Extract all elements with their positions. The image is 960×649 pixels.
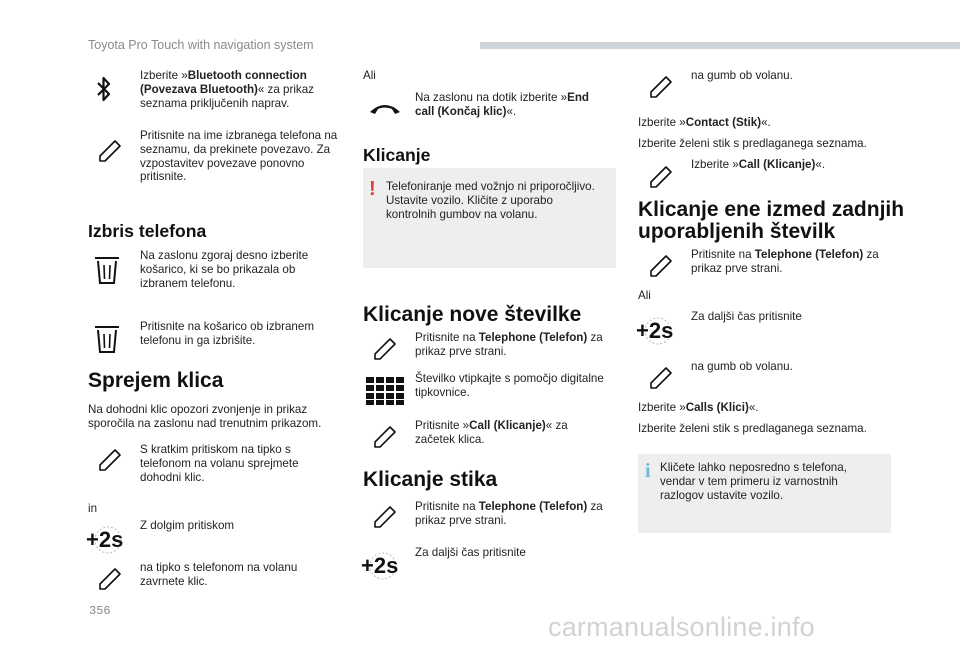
pen-icon	[97, 566, 123, 592]
col2-ali: Ali	[363, 69, 376, 82]
col3-long-press: Za daljši čas pritisnite	[691, 310, 802, 323]
info-box	[638, 454, 891, 533]
col3-call: Izberite »Call (Klicanje)«.	[691, 158, 826, 171]
col3-wheel-button-1: na gumb ob volanu.	[691, 69, 793, 82]
header-title: Toyota Pro Touch with navigation system	[88, 38, 314, 52]
col3-choose-contact-2: Izberite želeni stik s predlaganega seznama.	[638, 422, 867, 435]
col2-long-press: Za daljši čas pritisnite	[415, 546, 526, 559]
pen-icon	[648, 74, 674, 100]
col3-choose-contact-1: Izberite želeni stik s predlaganega seznama.	[638, 137, 867, 150]
pen-icon	[648, 164, 674, 190]
col1-accept-text: S kratkim pritiskom na tipko s telefonom na volanu sprejmete dohodni klic.	[140, 443, 299, 484]
bluetooth-icon	[96, 74, 112, 104]
col1-incoming-text: Na dohodni klic opozori zvonjenje in prikaz sporočila na zaslonu nad trenutnim prikazom.	[88, 403, 322, 430]
pen-icon	[372, 336, 398, 362]
info-text: Kličete lahko neposredno s telefona, vendar v tem primeru iz varnostnih razlogov ustavite vozilo.	[660, 461, 847, 502]
heading-call-contact: Klicanje stika	[363, 468, 498, 491]
page-number: 356	[89, 604, 111, 618]
heading-recent-numbers: Klicanje ene izmed zadnjih uporabljenih številk	[638, 198, 905, 243]
pen-icon	[648, 253, 674, 279]
heading-delete-phone: Izbris telefona	[88, 221, 207, 241]
warning-icon: !	[369, 178, 376, 200]
info-icon: i	[645, 460, 651, 482]
header-bar	[480, 42, 960, 49]
col1-select-bluetooth: Izberite »Bluetooth connection (Povezava Bluetooth)« za prikaz seznama priključenih naprav.	[140, 69, 314, 110]
col1-long-press: Z dolgim pritiskom	[140, 519, 235, 532]
col1-in-text: in	[88, 502, 98, 515]
col3-telephone: Pritisnite na Telephone (Telefon) za prikaz prve strani.	[691, 248, 879, 275]
col3-wheel-button-2: na gumb ob volanu.	[691, 360, 793, 373]
keypad-icon	[366, 377, 404, 405]
pen-icon	[648, 365, 674, 391]
col3-contact: Izberite »Contact (Stik)«.	[638, 116, 771, 129]
col2-telephone-1: Pritisnite na Telephone (Telefon) za prikaz prve strani.	[415, 331, 603, 358]
two-seconds-icon: +2s	[361, 553, 399, 578]
col2-telephone-2: Pritisnite na Telephone (Telefon) za prikaz prve strani.	[415, 500, 603, 527]
trash-icon	[94, 255, 120, 285]
two-seconds-icon: +2s	[636, 318, 674, 343]
pen-icon	[97, 138, 123, 164]
col2-keypad-text: Številko vtipkajte s pomočjo digitalne tipkovnice.	[415, 372, 604, 399]
hang-up-icon	[368, 100, 402, 116]
heading-receive-call: Sprejem klica	[88, 369, 224, 392]
col2-end-call: Na zaslonu na dotik izberite »End call (Končaj klic)«.	[415, 91, 590, 118]
watermark: carmanualsonline.info	[548, 612, 815, 642]
trash-icon	[94, 324, 120, 354]
col1-trash-text: Na zaslonu zgoraj desno izberite košarico, ki se bo prikazala ob izbranem telefonu.	[140, 249, 309, 290]
col3-ali: Ali	[638, 289, 651, 302]
col1-disconnect-text: Pritisnite na ime izbranega telefona na seznamu, da prekinete povezavo. Za vzpostavitev povezave ponovno pritisnite.	[140, 129, 338, 184]
pen-icon	[97, 447, 123, 473]
col3-calls: Izberite »Calls (Klici)«.	[638, 401, 759, 414]
warning-text: Telefoniranje med vožnjo ni priporočljivo. Ustavite vozilo. Kličite z uporabo kontrolnih gumbov na volanu.	[386, 180, 595, 221]
two-seconds-icon: +2s	[86, 527, 124, 552]
col1-delete-text: Pritisnite na košarico ob izbranem telefonu in ga izbrišite.	[140, 320, 314, 347]
col2-call-start: Pritisnite »Call (Klicanje)« za začetek klica.	[415, 419, 568, 446]
heading-new-number: Klicanje nove številke	[363, 303, 582, 326]
col1-reject-text: na tipko s telefonom na volanu zavrnete klic.	[140, 561, 298, 588]
warning-box	[363, 168, 616, 268]
heading-calling: Klicanje	[363, 145, 431, 165]
pen-icon	[372, 504, 398, 530]
pen-icon	[372, 424, 398, 450]
